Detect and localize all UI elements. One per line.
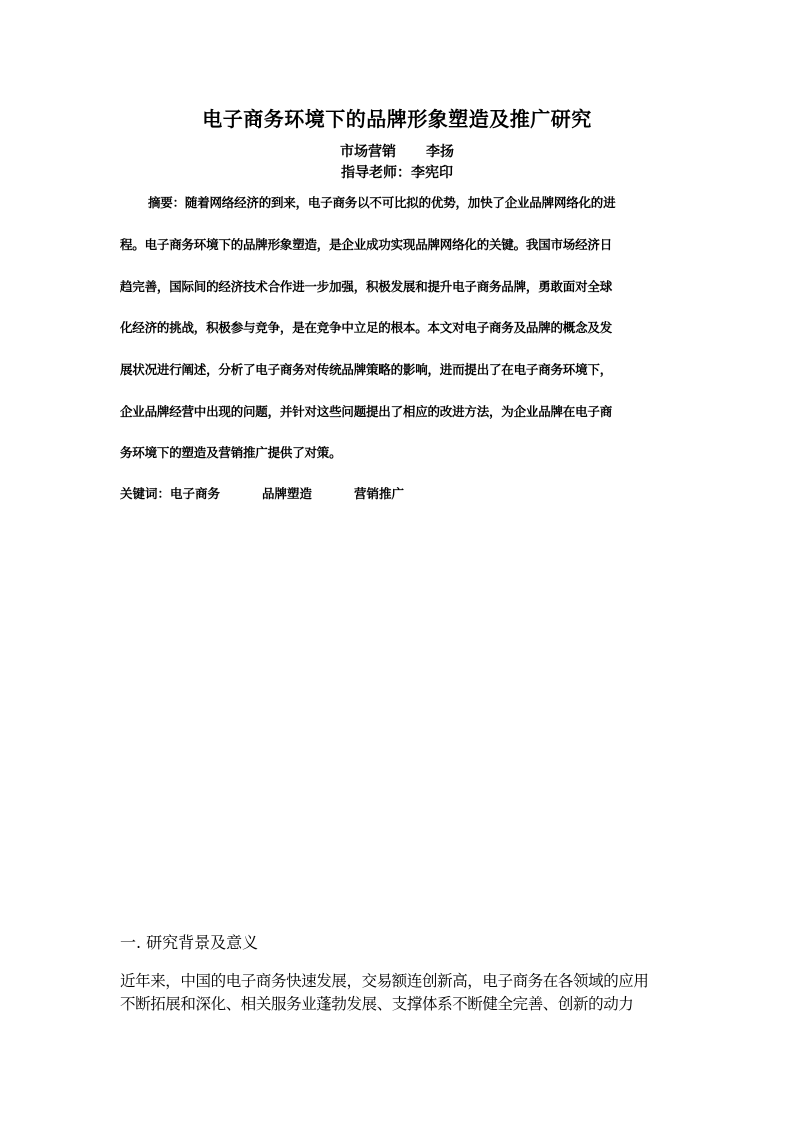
- paper-title: 电子商务环境下的品牌形象塑造及推广研究: [202, 107, 592, 131]
- keywords-line: [120, 484, 404, 502]
- abstract-line: 企业品牌经营中出现的问题，并针对这些问题提出了相应的改进方法，为企业品牌在电子商: [120, 404, 613, 419]
- keyword-item: 电子商务: [170, 486, 221, 501]
- abstract-line: 摘要：随着网络经济的到来，电子商务以不可比拟的优势，加快了企业品牌网络化的进: [148, 195, 616, 210]
- section-heading: 一. 研究背景及意义: [120, 933, 259, 952]
- abstract-line: 务环境下的塑造及营销推广提供了对策。: [120, 445, 342, 460]
- author-line: [0, 141, 794, 161]
- author-name: 李扬: [426, 144, 454, 160]
- keyword-item: 品牌塑造: [262, 486, 313, 501]
- body-text-line: 不断拓展和深化、相关服务业蓬勃发展、支撑体系不断健全完善、创新的动力: [120, 995, 634, 1013]
- abstract-line: 趋完善，国际间的经济技术合作进一步加强，积极发展和提升电子商务品牌，勇敢面对全球: [120, 279, 613, 294]
- keyword-item: 营销推广: [354, 486, 405, 501]
- keywords-label: 关键词：: [120, 486, 171, 501]
- advisor-line: 指导老师：李宪印: [341, 165, 453, 181]
- abstract-line: 程。电子商务环境下的品牌形象塑造，是企业成功实现品牌网络化的关键。我国市场经济日: [120, 237, 613, 252]
- author-major: 市场营销: [340, 144, 396, 160]
- abstract-line: 化经济的挑战，积极参与竞争，是在竞争中立足的根本。本文对电子商务及品牌的概念及发: [120, 320, 613, 335]
- abstract-line: 展状况进行阐述，分析了电子商务对传统品牌策略的影响，进而提出了在电子商务环境下，: [120, 362, 613, 377]
- body-text-line: 近年来，中国的电子商务快速发展，交易额连创新高，电子商务在各领域的应用: [120, 972, 649, 990]
